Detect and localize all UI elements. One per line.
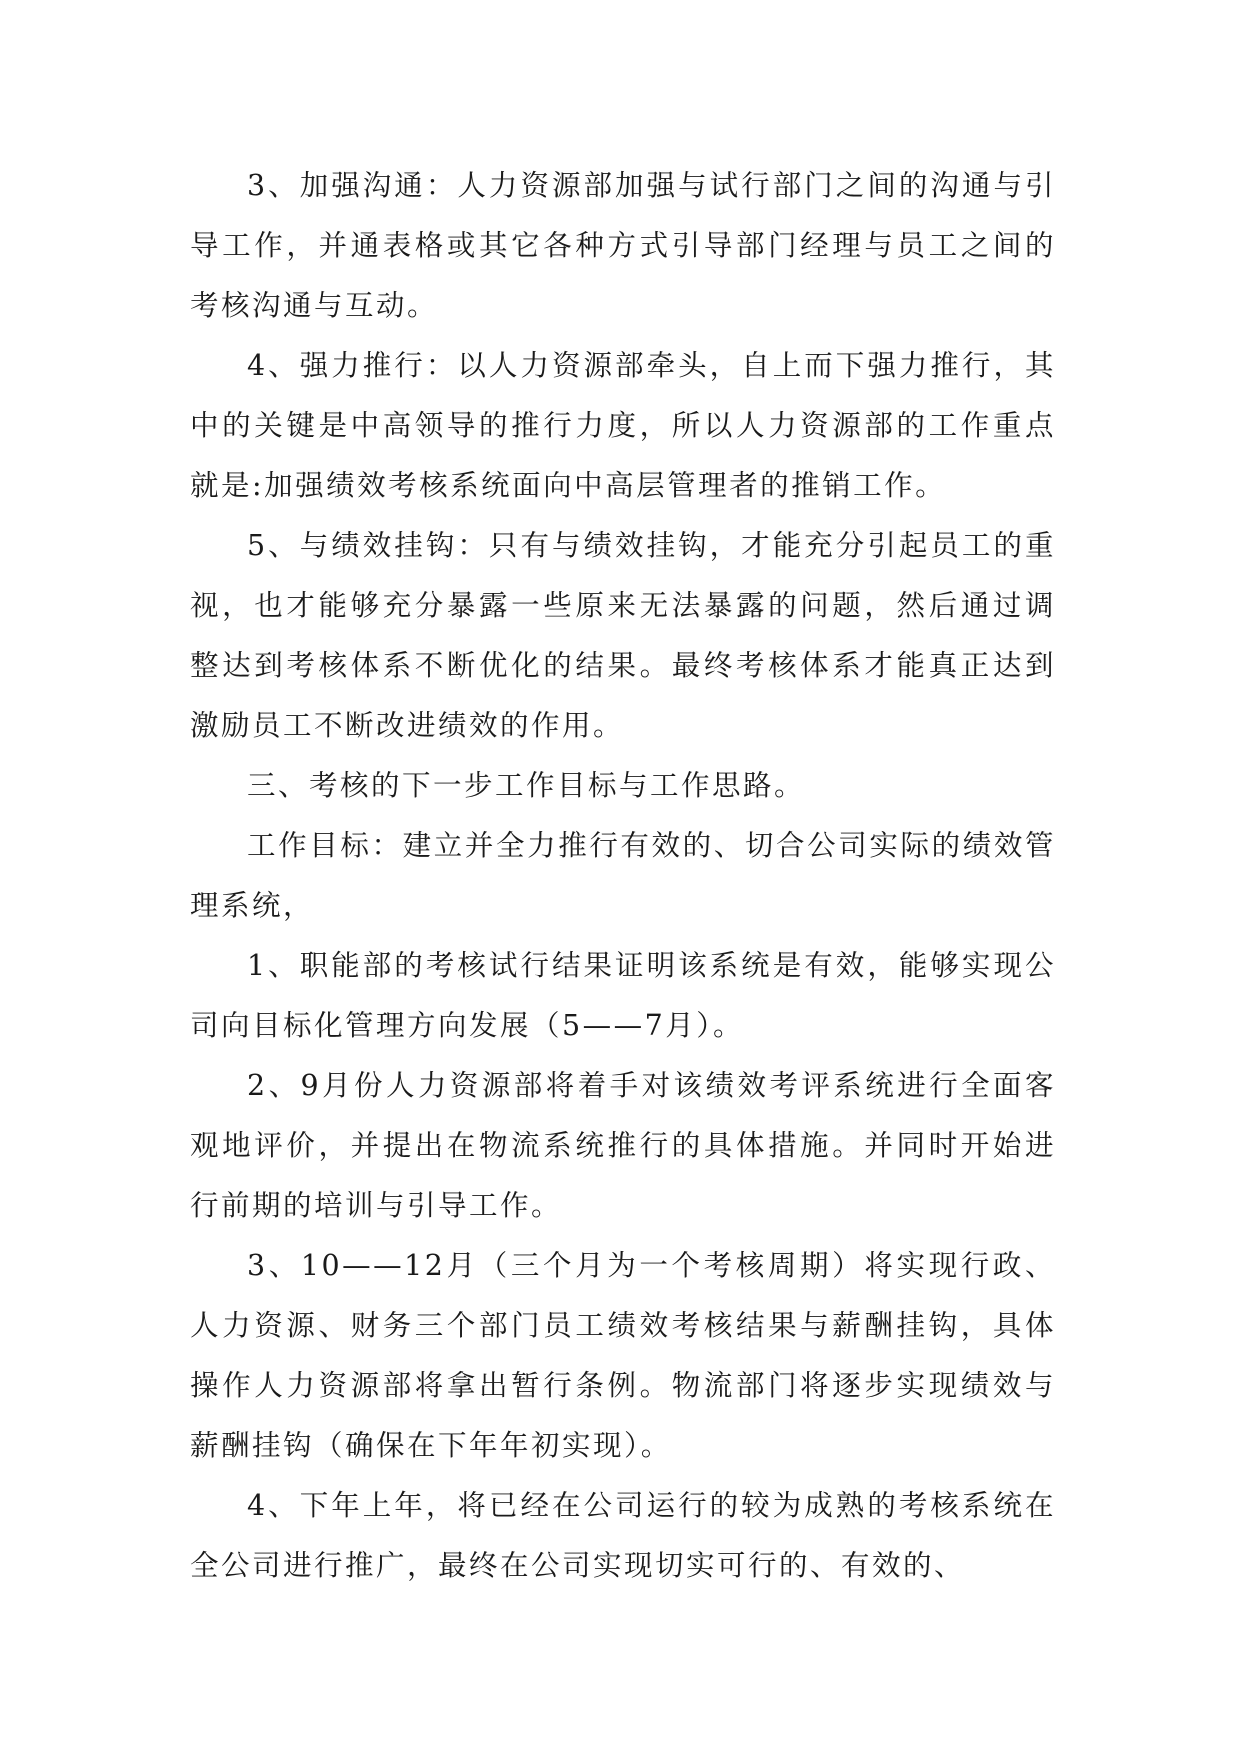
document-body (190, 156, 1056, 1596)
paragraph-performance-link: 5、与绩效挂钩：只有与绩效挂钩，才能充分引起员工的重视，也才能够充分暴露一些原来无法暴露的问题，然后通过调整达到考核体系不断优化的结果。最终考核体系才能真正达到激励员工不断改进绩效的作用。 (190, 529, 1056, 742)
paragraph-enforcement: 4、强力推行：以人力资源部牵头，自上而下强力推行，其中的关键是中高领导的推行力度，所以人力资源部的工作重点就是:加强绩效考核系统面向中高层管理者的推销工作。 (190, 349, 1056, 502)
paragraph-step-3: 3、10——12月（三个月为一个考核周期）将实现行政、人力资源、财务三个部门员工绩效考核结果与薪酬挂钩，具体操作人力资源部将拿出暂行条例。物流部门将逐步实现绩效与薪酬挂钩（确保在下年年初实现）。 (190, 1249, 1056, 1462)
paragraph-step-1: 1、职能部的考核试行结果证明该系统是有效，能够实现公司向目标化管理方向发展（5——7月）。 (190, 949, 1056, 1042)
section-heading-next-steps: 三、考核的下一步工作目标与工作思路。 (247, 769, 806, 802)
paragraph-step-4: 4、下年上年，将已经在公司运行的较为成熟的考核系统在全公司进行推广，最终在公司实现切实可行的、有效的、 (190, 1489, 1056, 1582)
paragraph-communication: 3、加强沟通：人力资源部加强与试行部门之间的沟通与引导工作，并通表格或其它各种方式引导部门经理与员工之间的考核沟通与互动。 (190, 169, 1056, 322)
paragraph-work-goal: 工作目标：建立并全力推行有效的、切合公司实际的绩效管理系统， (190, 829, 1056, 922)
paragraph-step-2: 2、9月份人力资源部将着手对该绩效考评系统进行全面客观地评价，并提出在物流系统推行的具体措施。并同时开始进行前期的培训与引导工作。 (190, 1069, 1056, 1222)
